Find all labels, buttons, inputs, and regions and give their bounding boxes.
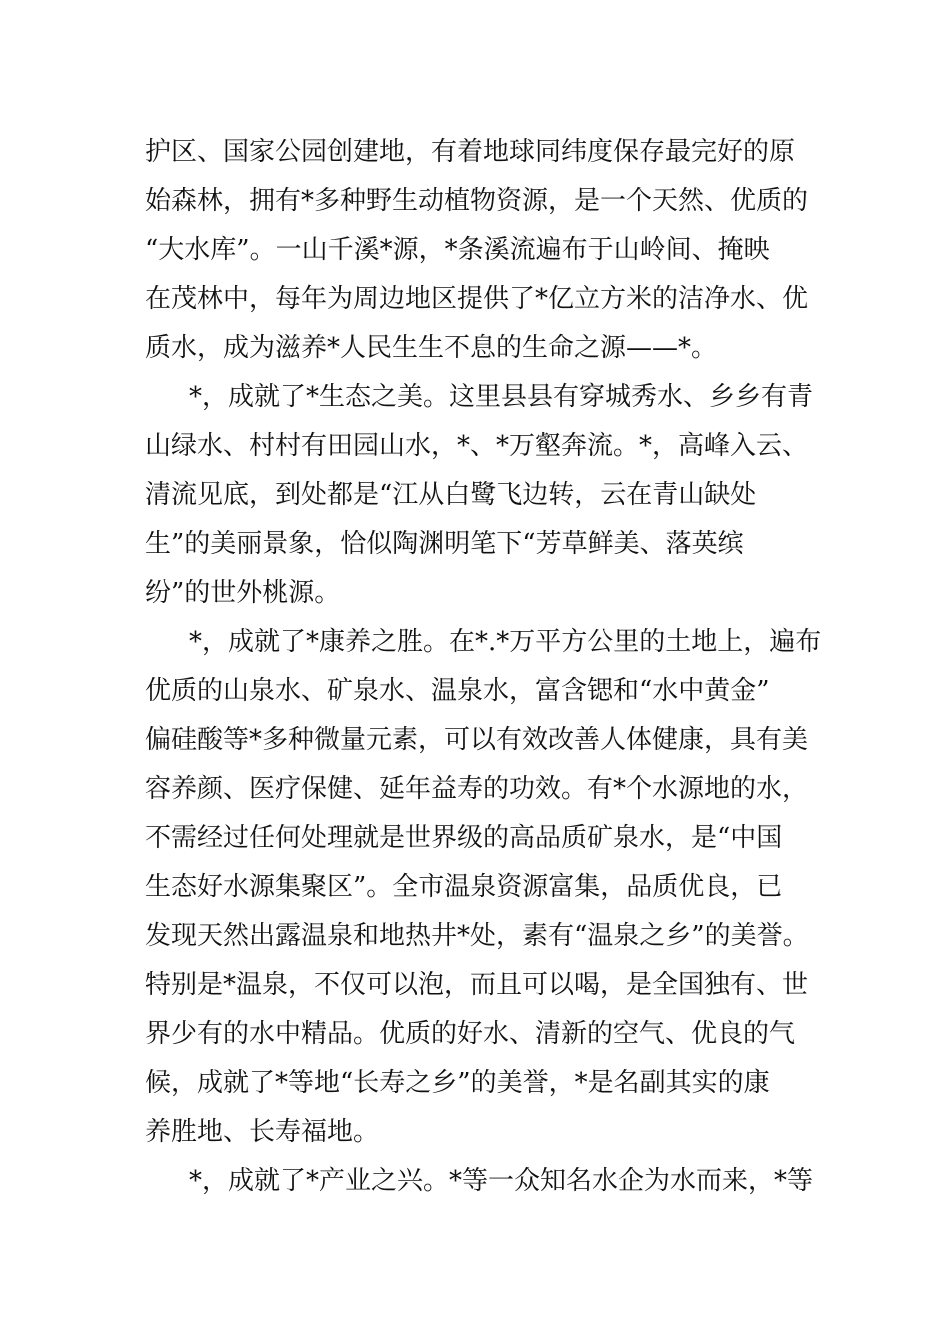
text-line-17: 发现天然出露温泉和地热井*处，素有“温泉之乡”的美誉。 [145,921,809,951]
text-line-8: 清流见底，到处都是“江从白鹭飞边转，云在青山缺处 [145,480,757,510]
text-line-10: 纷”的世外桃源。 [145,578,341,608]
text-line-19: 界少有的水中精品。优质的好水、清新的空气、优良的气 [145,1019,796,1049]
text-line-7: 山绿水、村村有田园山水，*、*万壑奔流。*，高峰入云、 [145,431,809,461]
text-line-1: 护区、国家公园创建地，有着地球同纬度保存最完好的原 [145,137,796,167]
text-line-9: 生”的美丽景象，恰似陶渊明笔下“芳草鲜美、落英缤 [145,529,744,559]
text-line-18: 特别是*温泉，不仅可以泡，而且可以喝，是全国独有、世 [145,970,809,1000]
body-text [145,128,825,1206]
text-line-15: 不需经过任何处理就是世界级的高品质矿泉水，是“中国 [145,823,783,853]
text-line-14: 容养颜、医疗保健、延年益寿的功效。有*个水源地的水， [145,774,809,804]
text-line-2: 始森林，拥有*多种野生动植物资源，是一个天然、优质的 [145,186,809,216]
text-line-21: 养胜地、长寿福地。 [145,1117,380,1147]
text-line-4: 在茂林中，每年为周边地区提供了*亿立方米的洁净水、优 [145,284,809,314]
text-line-3: “大水库”。一山千溪*源，*条溪流遍布于山岭间、掩映 [145,235,770,265]
text-line-11: *，成就了*康养之胜。在*.*万平方公里的土地上，遍布 [189,627,822,657]
text-line-5: 质水，成为滋养*人民生生不息的生命之源——*。 [145,333,718,363]
text-line-6: *，成就了*生态之美。这里县县有穿城秀水、乡乡有青 [189,382,814,412]
text-line-22: *，成就了*产业之兴。*等一众知名水企为水而来，*等 [189,1166,814,1196]
text-line-13: 偏硅酸等*多种微量元素，可以有效改善人体健康，具有美 [145,725,809,755]
text-line-20: 候，成就了*等地“长寿之乡”的美誉，*是名副其实的康 [145,1068,770,1098]
text-line-12: 优质的山泉水、矿泉水、温泉水，富含锶和“水中黄金” [145,676,770,706]
text-line-16: 生态好水源集聚区”。全市温泉资源富集，品质优良，已 [145,872,783,902]
